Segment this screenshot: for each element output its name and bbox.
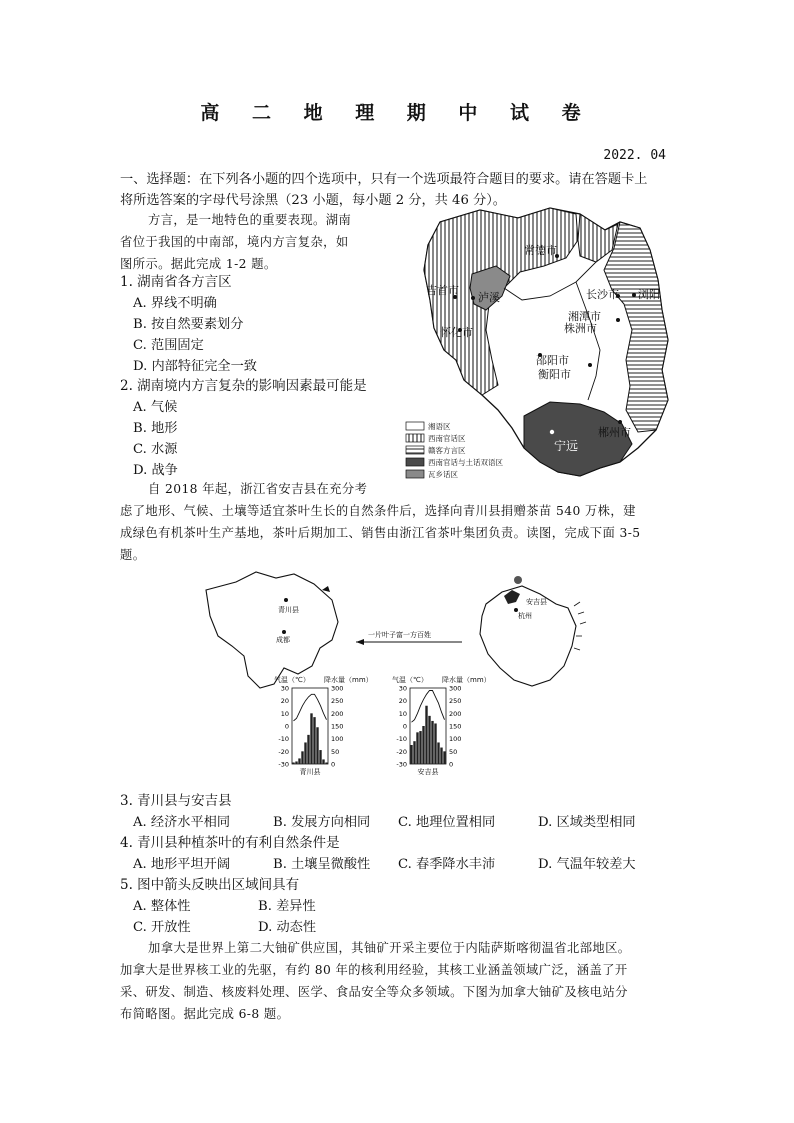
precip-bar (443, 751, 445, 764)
passage-line: 方言，是一地特色的重要表现。湖南 (148, 213, 352, 227)
sichuan-outline (206, 572, 338, 688)
precip-tick-label: 250 (449, 697, 462, 706)
precip-bar (310, 713, 312, 764)
city-label: 泸溪 (478, 291, 500, 304)
option[interactable]: A. 气候 (133, 400, 178, 415)
option[interactable]: A. 界线不明确 (133, 296, 217, 311)
map-label: 青川县 (278, 606, 299, 614)
legend-item: 西南官话与土话双语区 (428, 458, 503, 467)
legend-item: 瓦乡话区 (428, 470, 458, 479)
temp-tick-label: 10 (398, 709, 407, 718)
precip-bar (416, 732, 418, 764)
passage-line: 虑了地形、气候、土壤等适宜茶叶生长的自然条件后，选择向青川县捐赠茶苗 540 万株，建 (120, 504, 636, 518)
option[interactable]: C. 地理位置相同 (398, 815, 496, 830)
plot-frame (292, 688, 328, 764)
temp-tick-label: -10 (396, 735, 407, 744)
passage-line: 成绿色有机茶叶生产基地，茶叶后期加工、销售由浙江省茶叶集团负责。读图，完成下面 3-5 (120, 526, 641, 540)
option[interactable]: D. 气温年较差大 (538, 857, 636, 872)
option[interactable]: B. 差异性 (258, 899, 316, 914)
precip-tick-label: 150 (449, 722, 462, 731)
chart-title: 青川县 (299, 768, 321, 776)
passage-tea (120, 478, 680, 566)
precip-tick-label: 50 (331, 747, 340, 756)
city-label: 吉首市 (426, 284, 459, 297)
city-label: 邵阳市 (536, 354, 569, 367)
axis-title: 气温（℃） (392, 676, 428, 684)
precip-bar (425, 706, 427, 764)
city-label: 长沙市 (586, 288, 619, 301)
temp-tick-label: 10 (280, 709, 289, 718)
city-label: 常德市 (524, 244, 557, 257)
precip-tick-label: 50 (449, 747, 458, 756)
precip-tick-label: 300 (449, 684, 462, 693)
city-label: 浏阳 (638, 288, 660, 301)
temp-tick-label: 0 (402, 722, 407, 731)
question-stem: 5. 图中箭头反映出区域间具有 (120, 877, 300, 893)
passage-line: 图所示。据此完成 1-2 题。 (120, 257, 277, 271)
option[interactable]: D. 战争 (133, 463, 178, 478)
precip-bar (316, 727, 318, 764)
precip-bar (322, 759, 324, 764)
precip-bar (295, 761, 297, 764)
option[interactable]: C. 水源 (133, 442, 178, 457)
precip-tick-label: 150 (331, 722, 344, 731)
precip-bar (325, 762, 327, 764)
temp-tick-label: -30 (396, 760, 407, 769)
option[interactable]: C. 范围固定 (133, 338, 204, 353)
city-label: 株洲市 (564, 322, 597, 335)
map-legend (406, 421, 503, 479)
temp-tick-label: 0 (284, 722, 289, 731)
legend-item: 西南官话区 (428, 434, 466, 443)
option[interactable]: D. 内部特征完全一致 (133, 359, 257, 374)
city-label: 宁远 (554, 439, 579, 453)
passage-line: 自 2018 年起，浙江省安吉县在充分考 (148, 482, 368, 496)
precip-bar (422, 726, 424, 764)
passage-hunan (120, 209, 410, 275)
precip-tick-label: 0 (449, 760, 454, 769)
question-2 (120, 376, 420, 481)
precip-bar (298, 758, 300, 764)
option[interactable]: C. 春季降水丰沛 (398, 857, 496, 872)
legend-item: 赣客方言区 (428, 446, 466, 455)
precip-bar (428, 716, 430, 764)
question-stem: 3. 青川县与安吉县 (120, 793, 232, 809)
temp-tick-label: -30 (278, 760, 289, 769)
passage-line: 加拿大是世界上第二大铀矿供应国，其铀矿开采主要位于内陆萨斯喀彻温省北部地区。 (148, 941, 631, 955)
page-title: 高 二 地 理 期 中 试 卷 (200, 102, 594, 124)
passage-line: 题。 (120, 548, 146, 562)
city-label: 湘潭市 (568, 310, 601, 323)
option[interactable]: B. 土壤呈微酸性 (273, 857, 371, 872)
question-stem: 2. 湖南境内方言复杂的影响因素最可能是 (120, 378, 367, 394)
precip-bar (319, 750, 321, 764)
map-label: 成都 (276, 636, 290, 644)
option[interactable]: D. 区域类型相同 (538, 815, 636, 830)
question-3 (120, 791, 680, 833)
axis-title: 降水量（mm） (324, 676, 373, 684)
map-label: 杭州 (518, 612, 532, 620)
option[interactable]: A. 地形平坦开阔 (133, 857, 231, 872)
map-label: 安吉县 (526, 598, 547, 606)
precip-tick-label: 300 (331, 684, 344, 693)
precip-bar (292, 762, 294, 764)
hunan-dialect-map (400, 200, 676, 485)
question-1 (120, 272, 420, 377)
instruction-line: 一、选择题：在下列各小题的四个选项中，只有一个选项最符合题目的要求。请在答题卡上 (120, 172, 648, 187)
temp-tick-label: 30 (398, 684, 407, 693)
question-5 (120, 875, 680, 938)
precip-tick-label: 250 (331, 697, 344, 706)
question-stem: 1. 湖南省各方言区 (120, 274, 232, 290)
passage-line: 加拿大是世界核工业的先驱，有约 80 年的核利用经验，其核工业涵盖领域广泛，涵盖了开 (120, 963, 628, 977)
chart-title: 安吉县 (417, 768, 439, 776)
axis-title: 降水量（mm） (442, 676, 491, 684)
temp-tick-label: -20 (278, 747, 289, 756)
legend-item: 湘语区 (428, 422, 451, 431)
passage-line: 布简略图。据此完成 6-8 题。 (120, 1007, 290, 1021)
precip-bar (307, 735, 309, 764)
precip-tick-label: 200 (331, 709, 344, 718)
precip-tick-label: 0 (331, 760, 336, 769)
temp-tick-label: -10 (278, 735, 289, 744)
option[interactable]: B. 按自然要素划分 (133, 317, 244, 332)
precip-bar (434, 723, 436, 764)
city-label: 衡阳市 (538, 368, 571, 381)
climate-chart-qingchuan (278, 685, 343, 777)
precip-tick-label: 100 (331, 735, 344, 744)
option[interactable]: D. 动态性 (258, 920, 317, 935)
precip-bar (313, 717, 315, 764)
climate-charts (270, 672, 500, 782)
precip-bar (437, 742, 439, 764)
precip-bar (301, 751, 303, 764)
axis-title: 气温（℃） (274, 676, 310, 684)
precip-bar (419, 731, 421, 764)
temp-tick-label: 30 (280, 684, 289, 693)
precip-bar (304, 742, 306, 764)
temp-tick-label: 20 (280, 697, 289, 706)
precip-tick-label: 200 (449, 709, 462, 718)
arrow-label: 一片叶子富一方百姓 (368, 631, 431, 639)
passage-canada (120, 937, 680, 1025)
precip-bar (410, 745, 412, 764)
city-label: 郴州市 (598, 426, 631, 439)
exam-date: 2022. 04 (603, 148, 666, 163)
precip-tick-label: 100 (449, 735, 462, 744)
option[interactable]: B. 发展方向相同 (273, 815, 371, 830)
passage-line: 省位于我国的中南部，境内方言复杂，如 (120, 235, 349, 249)
instruction-line: 将所选答案的字母代号涂黑（23 小题，每小题 2 分，共 46 分）。 (120, 192, 506, 208)
temp-tick-label: -20 (396, 747, 407, 756)
passage-line: 采、研发、制造、核废料处理、医学、食品安全等众多领域。下图为加拿大铀矿及核电站分 (120, 985, 628, 999)
temp-tick-label: 20 (398, 697, 407, 706)
option[interactable]: A. 整体性 (133, 899, 191, 914)
option[interactable]: B. 地形 (133, 421, 178, 436)
question-4 (120, 833, 680, 875)
question-stem: 4. 青川县种植茶叶的有利自然条件是 (120, 835, 340, 851)
option[interactable]: C. 开放性 (133, 920, 191, 935)
precip-bar (431, 721, 433, 764)
option[interactable]: A. 经济水平相同 (133, 815, 231, 830)
city-label: 怀化市 (440, 326, 473, 339)
precip-bar (413, 741, 415, 764)
precip-bar (440, 748, 442, 764)
climate-chart-anji (396, 685, 461, 777)
